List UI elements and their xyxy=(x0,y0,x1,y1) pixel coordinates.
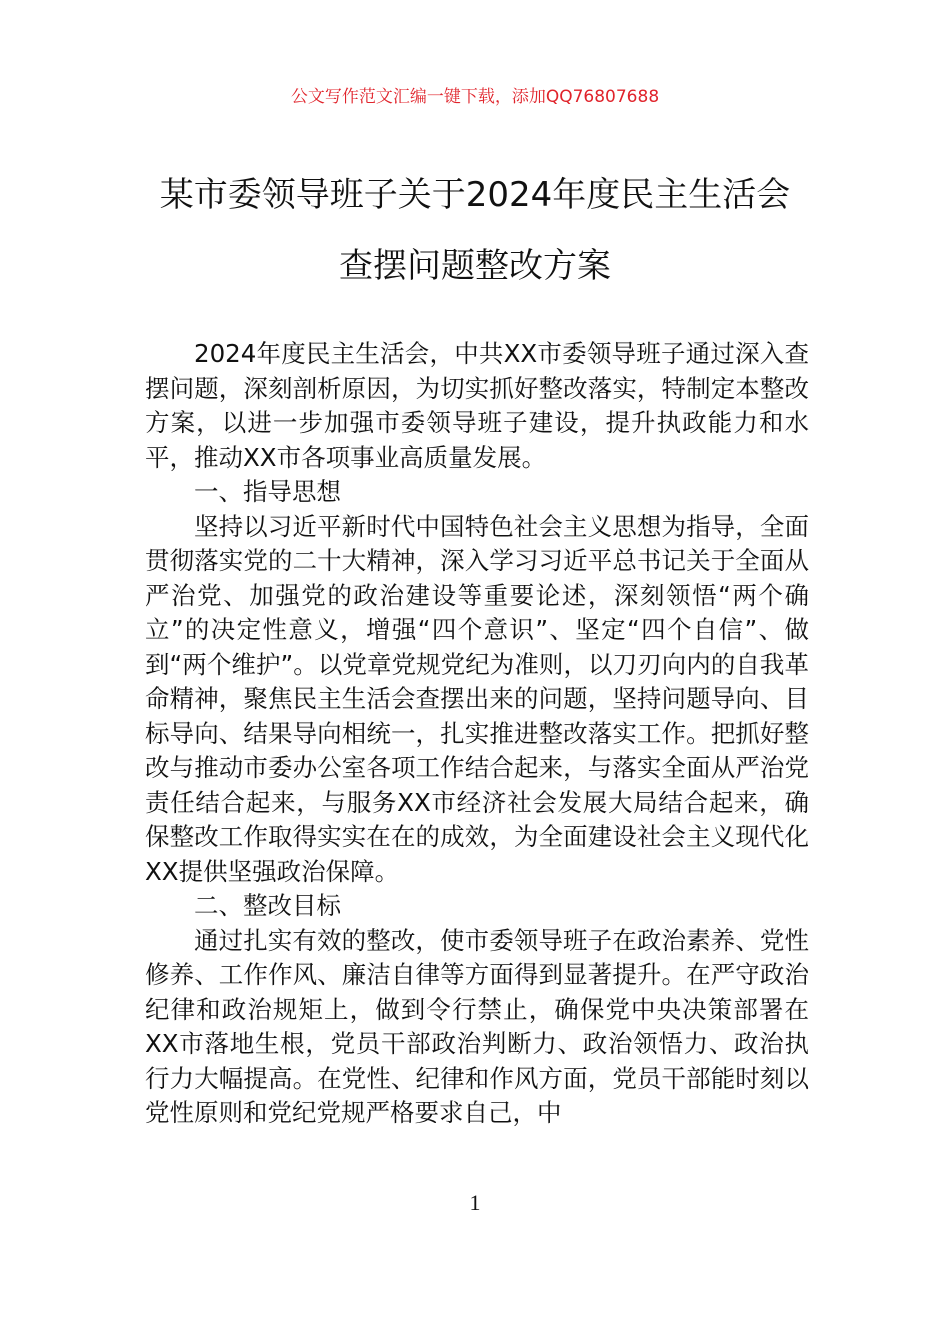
download-banner: 公文写作范文汇编一键下载，添加QQ76807688 xyxy=(290,87,660,107)
rectification-goals-paragraph: 通过扎实有效的整改，使市委领导班子在政治素养、党性修养、工作作风、廉洁自律等方面得到显著提升。在严守政治纪律和政治规矩上，做到令行禁止，确保党中央决策部署在XX市落地生根，党员干部政治判断力、政治领悟力、政治执行力大幅提高。在党性、纪律和作风方面，党员干部能时刻以党性原则和党纪党规严格要求自己，中 xyxy=(145,925,809,1127)
document-title-line-1: 某市委领导班子关于2024年度民主生活会 xyxy=(159,175,791,215)
page-number: 1 xyxy=(469,1190,481,1215)
intro-paragraph: 2024年度民主生活会，中共XX市委领导班子通过深入查摆问题，深刻剖析原因，为切实抓好整改落实，特制定本整改方案，以进一步加强市委领导班子建设，提升执政能力和水平，推动XX市各项事业高质量发展。 xyxy=(145,339,809,472)
section-heading-rectification-goals: 二、整改目标 xyxy=(194,891,341,920)
section-heading-guiding-thought: 一、指导思想 xyxy=(194,477,341,506)
guiding-thought-paragraph: 坚持以习近平新时代中国特色社会主义思想为指导，全面贯彻落实党的二十大精神，深入学习习近平总书记关于全面从严治党、加强党的政治建设等重要论述，深刻领悟“两个确立”的决定性意义，增强“四个意识”、坚定“四个自信”、做到“两个维护”。以党章党规党纪为准则，以刀刃向内的自我革命精神，聚焦民主生活会查摆出来的问题，坚持问题导向、目标导向、结果导向相统一，扎实推进整改落实工作。把抓好整改与推动市委办公室各项工作结合起来，与落实全面从严治党责任结合起来，与服务XX市经济社会发展大局结合起来，确保整改工作取得实实在在的成效，为全面建设社会主义现代化XX提供坚强政治保障。 xyxy=(145,511,809,886)
document-body xyxy=(145,337,809,1131)
document-title-line-2: 查摆问题整改方案 xyxy=(339,246,611,286)
